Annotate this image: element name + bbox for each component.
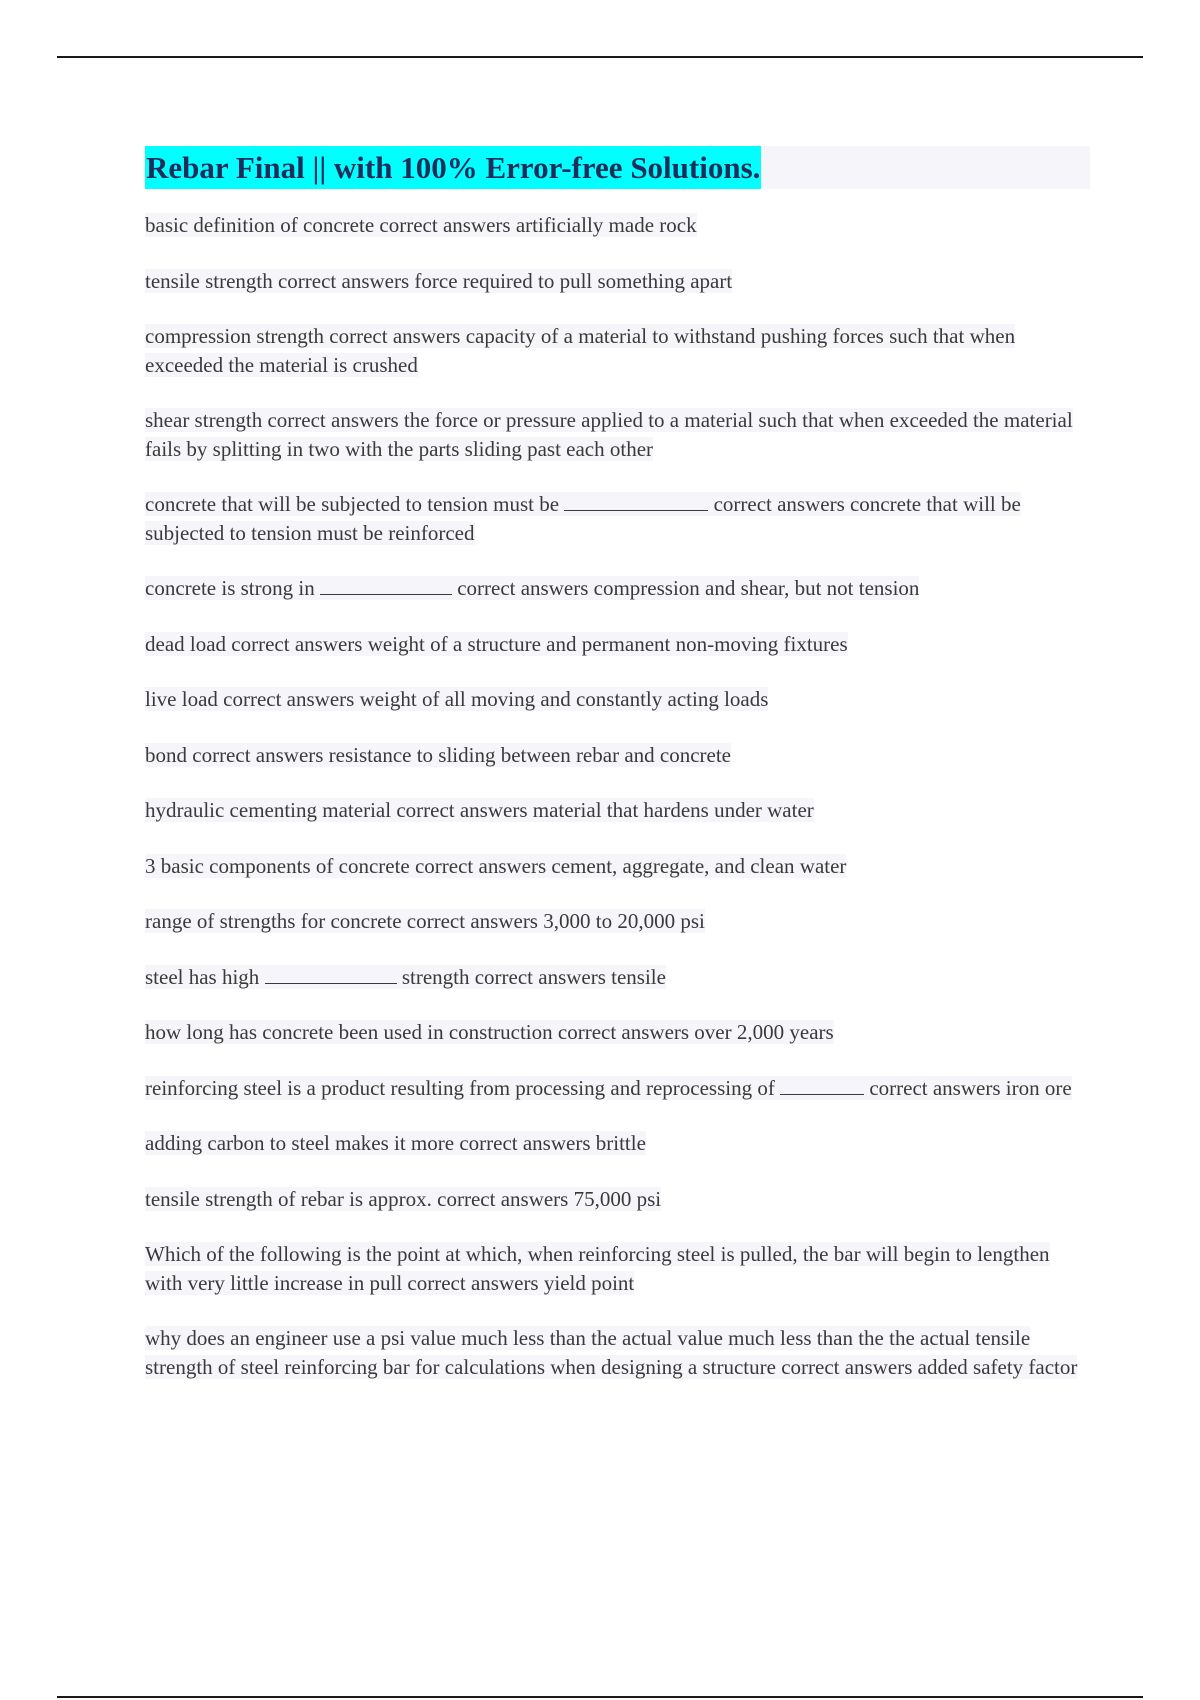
bottom-rule — [57, 1696, 1143, 1698]
qa-item — [145, 1129, 1090, 1158]
qa-item — [145, 1018, 1090, 1047]
document-title-bar — [145, 146, 1090, 189]
qa-text-before: concrete is strong in — [145, 576, 320, 600]
qa-text: tensile strength correct answers force required to pull something apart — [145, 268, 733, 293]
qa-item — [145, 211, 1090, 240]
qa-item — [145, 796, 1090, 825]
qa-item — [145, 1324, 1090, 1381]
qa-item — [145, 907, 1090, 936]
qa-text: dead load correct answers weight of a structure and permanent non-moving fixtures — [145, 631, 848, 656]
qa-text: 3 basic components of concrete correct answers cement, aggregate, and clean water — [145, 853, 847, 878]
qa-text-before: reinforcing steel is a product resulting from processing and reprocessing of — [145, 1075, 781, 1100]
qa-item — [145, 406, 1090, 463]
qa-text: tensile strength of rebar is approx. correct answers 75,000 psi — [145, 1186, 662, 1211]
qa-text: basic definition of concrete correct answers artificially made rock — [145, 213, 697, 237]
document-body — [145, 146, 1090, 1408]
qa-item — [145, 630, 1090, 659]
top-rule — [57, 56, 1143, 58]
qa-text-after: correct answers iron ore — [864, 1075, 1072, 1100]
qa-text-after: strength correct answers tensile — [396, 964, 666, 989]
fill-in-blank — [320, 576, 452, 595]
qa-text — [145, 492, 1021, 545]
qa-item — [145, 1185, 1090, 1214]
qa-text: hydraulic cementing material correct answers material that hardens under water — [145, 798, 814, 822]
qa-text: why does an engineer use a psi value much less than the actual value much less than the the actual tensile strength of steel reinforcing bar for calculations when designing a structure correct answers added safety factor — [145, 1326, 1078, 1379]
document-title: Rebar Final || with 100% Error-free Solutions. — [145, 146, 761, 189]
qa-text-before: concrete that will be subjected to tension must be — [145, 492, 565, 516]
qa-text — [145, 1076, 1072, 1100]
qa-text: live load correct answers weight of all moving and constantly acting loads — [145, 687, 769, 711]
qa-text: how long has concrete been used in construction correct answers over 2,000 years — [145, 1020, 834, 1044]
qa-text-before: steel has high — [145, 964, 265, 989]
qa-item — [145, 1074, 1090, 1103]
fill-in-blank — [265, 965, 397, 984]
qa-text-after: correct answers compression and shear, but not tension — [451, 576, 920, 600]
fill-in-blank — [564, 492, 708, 511]
qa-text: shear strength correct answers the force or pressure applied to a material such that when exceeded the material fails by splitting in two with the parts sliding past each other — [145, 408, 1073, 461]
qa-text: range of strengths for concrete correct answers 3,000 to 20,000 psi — [145, 909, 705, 933]
qa-item — [145, 1240, 1090, 1297]
qa-text: Which of the following is the point at which, when reinforcing steel is pulled, the bar will begin to lengthen with very little increase in pull correct answers yield point — [145, 1242, 1050, 1295]
qa-item — [145, 574, 1090, 603]
qa-text: adding carbon to steel makes it more correct answers brittle — [145, 1131, 646, 1155]
qa-item — [145, 963, 1090, 992]
qa-text — [145, 965, 666, 989]
qa-item — [145, 322, 1090, 379]
qa-item — [145, 852, 1090, 881]
qa-text: compression strength correct answers capacity of a material to withstand pushing forces such that when exceeded the material is crushed — [145, 324, 1016, 377]
qa-text-after: correct answers concrete that will be subjected to tension must be reinforced — [145, 492, 1021, 545]
qa-text — [145, 576, 919, 600]
qa-item — [145, 741, 1090, 770]
fill-in-blank — [780, 1076, 864, 1095]
qa-text: bond correct answers resistance to sliding between rebar and concrete — [145, 742, 732, 767]
qa-item — [145, 685, 1090, 714]
qa-item — [145, 490, 1090, 547]
qa-item — [145, 267, 1090, 296]
